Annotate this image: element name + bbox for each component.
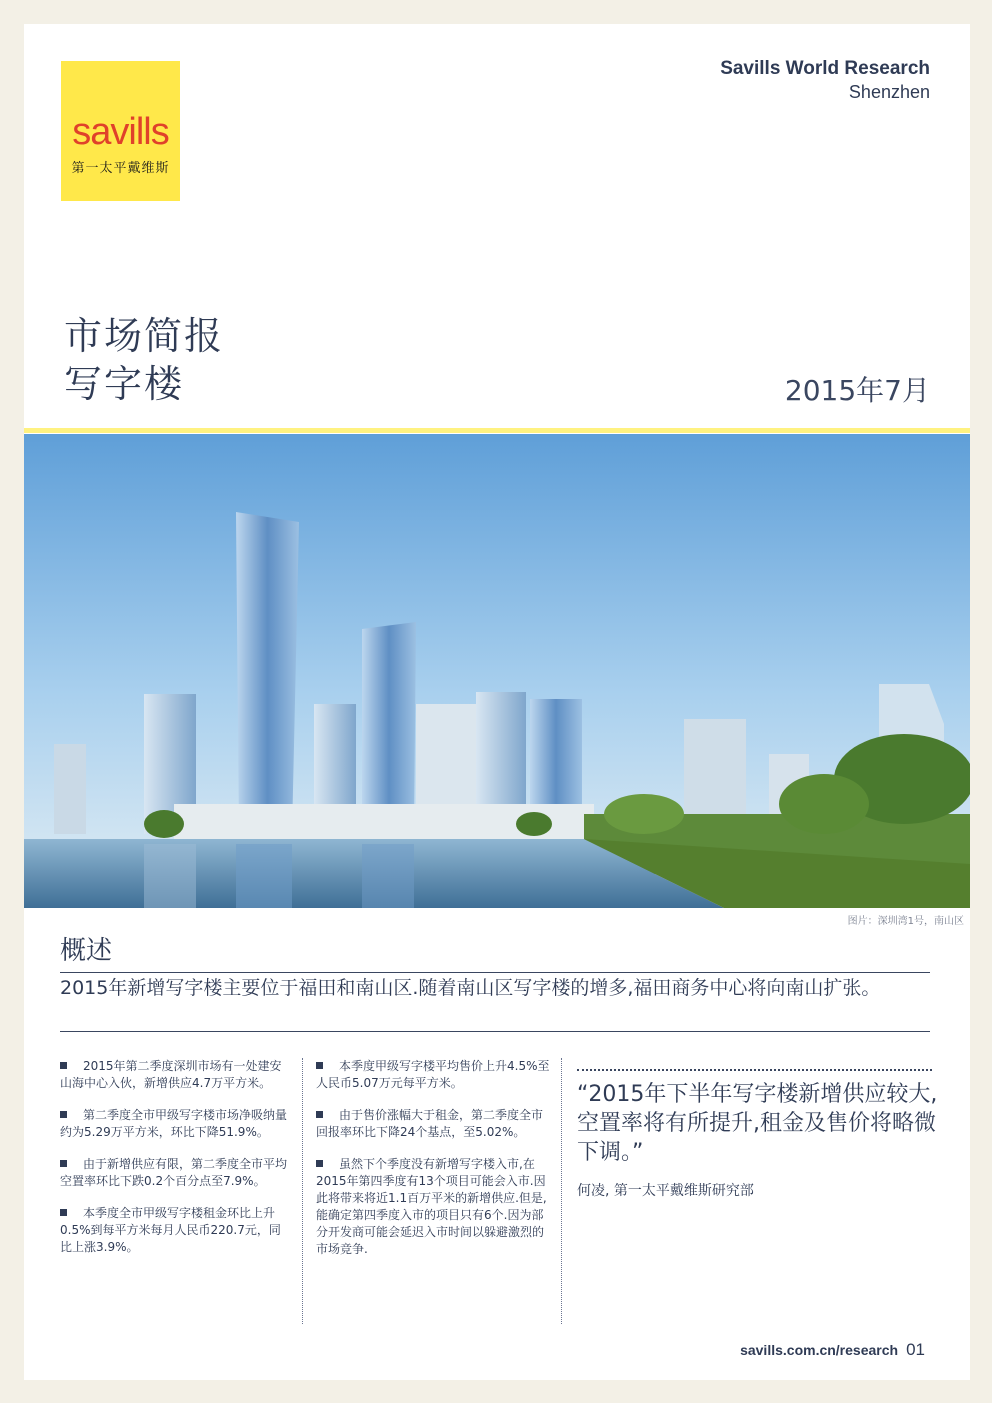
bullet-square-icon [316, 1160, 323, 1167]
column-divider [561, 1058, 562, 1324]
logo-chinese-name: 第一太平戴维斯 [71, 161, 170, 176]
title-line-1: 市场简报 [64, 314, 225, 358]
logo-wordmark: savills [72, 111, 169, 153]
page-footer [740, 1340, 925, 1360]
overview-bottom-rule [60, 1031, 930, 1032]
bullet-item: 虽然下个季度没有新增写字楼入市,在2015年第四季度有13个项目可能会入市.因此将带来将近1.1百万平米的新增供应.但是,能确定第四季度入市的项目只有6个.因为部分开发商可能会延迟入市时间以躲避激烈的市场竞争. [316, 1157, 547, 1256]
bullet-square-icon [60, 1062, 67, 1069]
bullet-column-2 [316, 1058, 552, 1273]
photo-caption: 图片：深圳湾1号，南山区 [847, 916, 964, 927]
brand-title: Savills World Research [720, 58, 930, 79]
overview-top-rule [60, 972, 930, 973]
brand-city: Shenzhen [848, 82, 930, 102]
pull-quote: “2015年下半年写字楼新增供应较大, 空置率将有所提升,租金及售价将略微下调。” [577, 1082, 938, 1165]
report-page [24, 24, 970, 1380]
savills-logo [61, 61, 180, 201]
bullet-item: 由于新增供应有限，第二季度全市平均空置率环比下跌0.2个百分点至7.9%。 [60, 1157, 288, 1188]
report-date: 2015年7月 [784, 374, 930, 407]
quote-dotted-rule [577, 1069, 932, 1071]
bullet-item: 2015年第二季度深圳市场有一处建安山海中心入伙，新增供应4.7万平方米。 [60, 1059, 282, 1090]
footer-url[interactable]: savills.com.cn/research [740, 1342, 899, 1358]
bullet-square-icon [316, 1062, 323, 1069]
brand-header [720, 58, 930, 103]
title-line-2: 写字楼 [64, 362, 185, 406]
bullet-square-icon [316, 1111, 323, 1118]
bullet-square-icon [60, 1160, 67, 1167]
report-title [64, 312, 224, 408]
page-number: 01 [906, 1340, 925, 1359]
bullet-column-1 [60, 1058, 288, 1271]
column-divider [302, 1058, 303, 1324]
overview-lead: 2015年新增写字楼主要位于福田和南山区.随着南山区写字楼的增多,福田商务中心将向南山扩张。 [60, 977, 881, 999]
cover-photo-skyline [24, 434, 970, 908]
bullet-item: 由于售价涨幅大于租金，第二季度全市回报率环比下降24个基点，至5.02%。 [316, 1108, 544, 1139]
overview-heading: 概述 [60, 936, 113, 966]
bullet-item: 第二季度全市甲级写字楼市场净吸纳量约为5.29万平方米，环比下降51.9%。 [60, 1108, 288, 1139]
quote-author: 何凌, 第一太平戴维斯研究部 [577, 1183, 754, 1199]
bullet-item: 本季度全市甲级写字楼租金环比上升0.5%到每平方米每月人民币220.7元，同比上涨3.9%。 [60, 1206, 281, 1254]
bullet-square-icon [60, 1111, 67, 1118]
bullet-item: 本季度甲级写字楼平均售价上升4.5%至人民币5.07万元每平方米。 [316, 1059, 550, 1090]
yellow-divider [24, 428, 970, 433]
bullet-square-icon [60, 1209, 67, 1216]
